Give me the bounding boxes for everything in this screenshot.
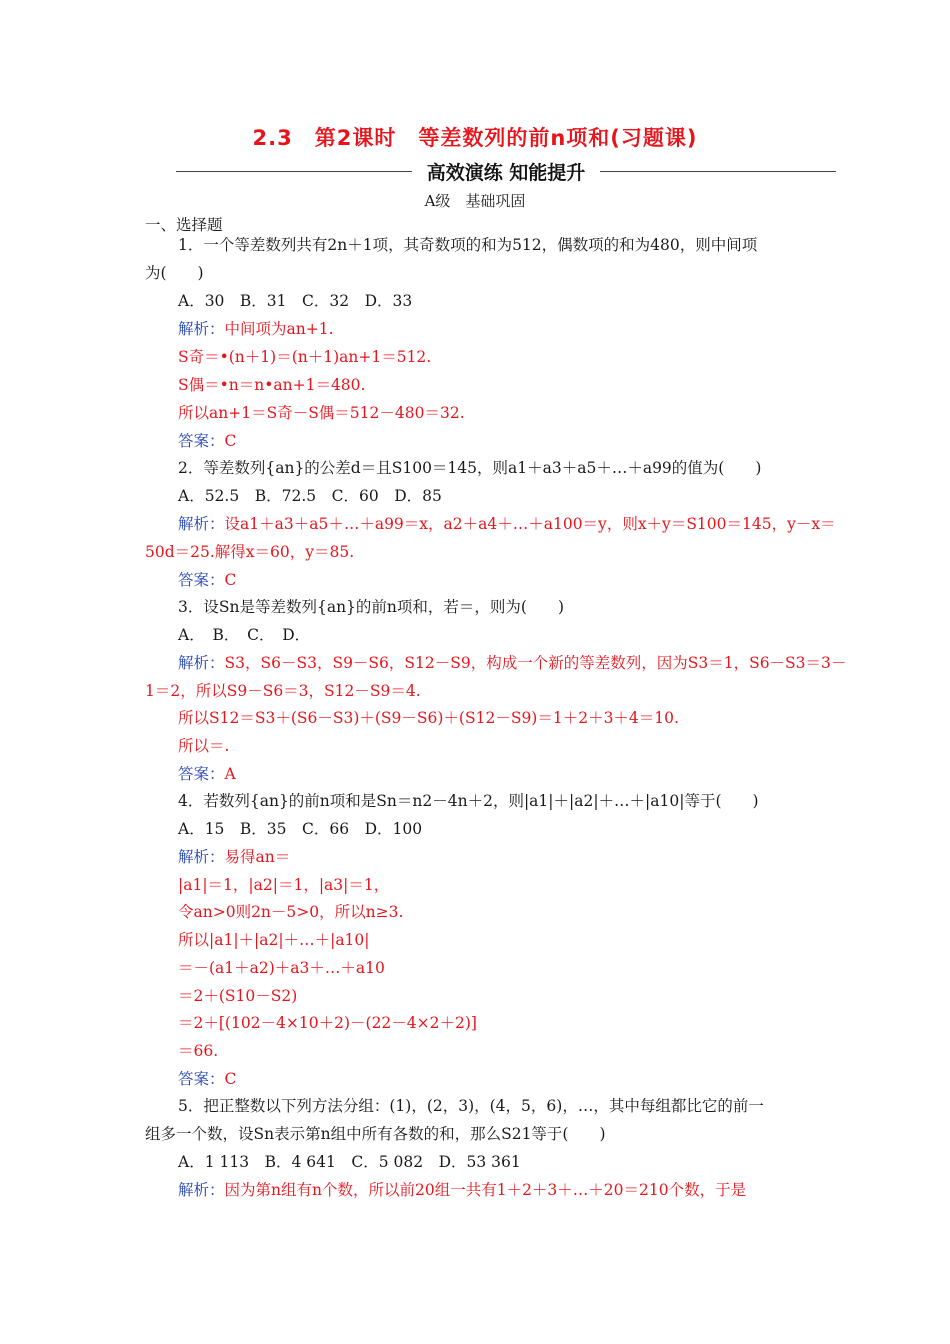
text-line — [178, 375, 365, 395]
line-text: C — [224, 1070, 237, 1088]
level-heading: A级 基础巩固 — [424, 192, 526, 210]
line-text: A．15 B．35 C．66 D．100 — [178, 820, 423, 838]
line-text: ＝2＋[(102－4×10＋2)－(22－4×2＋2)] — [178, 1014, 477, 1032]
line-text: A — [224, 765, 236, 783]
text-line — [178, 958, 385, 978]
line-text: 3．设Sn是等差数列{an}的前n项和，若＝，则为( ) — [178, 598, 564, 616]
text-line — [178, 514, 836, 534]
line-text: 所以＝. — [178, 737, 230, 755]
text-line — [178, 347, 431, 367]
answer-label: 答案： — [178, 1070, 225, 1088]
banner-rule-left — [176, 171, 412, 172]
line-text: S3，S6－S3，S9－S6，S12－S9，构成一个新的等差数列，因为S3＝1，S6－S3＝3－ — [224, 654, 847, 672]
line-text: S偶＝•n＝n•an+1＝480. — [178, 376, 366, 394]
text-line — [178, 625, 310, 645]
line-text: ＝－(a1＋a2)＋a3＋…＋a10 — [178, 959, 385, 977]
line-text: 4．若数列{an}的前n项和是Sn＝n2－4n＋2，则|a1|＋|a2|＋…＋|a10|等于( ) — [178, 792, 759, 810]
solution-label: 解析： — [178, 515, 225, 533]
text-line — [178, 597, 564, 617]
text-line — [178, 708, 679, 728]
line-text: 所以an+1＝S奇－S偶＝512－480＝32. — [178, 404, 465, 422]
text-line — [178, 431, 236, 451]
text-line — [178, 291, 412, 311]
page-title: 2.3 第2课时 等差数列的前n项和(习题课) — [252, 126, 698, 150]
line-text: 因为第n组有n个数，所以前20组一共有1＋2＋3＋…＋20＝210个数，于是 — [224, 1181, 747, 1199]
text-line — [178, 764, 236, 784]
line-text: ＝66. — [178, 1042, 219, 1060]
text-line — [178, 791, 759, 811]
line-text: 所以|a1|＋|a2|＋…＋|a10| — [178, 931, 370, 949]
text-line — [178, 1041, 218, 1061]
text-line — [145, 263, 204, 283]
text-line — [178, 875, 389, 895]
line-text: ＝2＋(S10－S2) — [178, 987, 298, 1005]
line-text: 易得an＝ — [224, 848, 291, 866]
text-line — [178, 570, 236, 590]
text-line — [178, 1069, 236, 1089]
line-text: 令an>0则2n－5>0，所以n≥3. — [178, 903, 404, 921]
text-line — [178, 1096, 764, 1116]
line-text: 5．把正整数以下列方法分组：(1)，(2，3)，(4，5，6)，…，其中每组都比它的前一 — [178, 1097, 764, 1115]
text-line — [178, 403, 465, 423]
line-text: 组多一个数，设Sn表示第n组中所有各数的和，那么S21等于( ) — [145, 1125, 606, 1143]
answer-label: 答案： — [178, 765, 225, 783]
section-banner — [176, 158, 836, 184]
line-text: 1＝2，所以S9－S6＝3，S12－S9＝4. — [145, 682, 421, 700]
text-line — [178, 1013, 477, 1033]
line-text: 为( ) — [145, 264, 204, 282]
text-line — [145, 542, 354, 562]
answer-label: 答案： — [178, 571, 225, 589]
text-line — [178, 819, 422, 839]
line-text: 2．等差数列{an}的公差d＝且S100＝145，则a1＋a3＋a5＋…＋a99的值为( ) — [178, 459, 762, 477]
line-text: S奇＝•(n＋1)＝(n＋1)an+1＝512. — [178, 348, 432, 366]
banner-rule-right — [600, 171, 836, 172]
text-line — [178, 319, 334, 339]
text-line — [178, 930, 370, 950]
line-text: |a1|＝1，|a2|＝1，|a3|＝1， — [178, 876, 390, 894]
text-line — [178, 902, 403, 922]
line-text: C — [224, 571, 237, 589]
text-line — [178, 653, 846, 673]
text-line — [178, 235, 757, 255]
solution-label: 解析： — [178, 1181, 225, 1199]
answer-label: 答案： — [178, 432, 225, 450]
solution-label: 解析： — [178, 320, 225, 338]
line-text: A．52.5 B．72.5 C．60 D．85 — [178, 487, 442, 505]
line-text: C — [224, 432, 237, 450]
line-text: 中间项为an+1. — [224, 320, 334, 338]
line-text: A．30 B．31 C．32 D．33 — [178, 292, 413, 310]
solution-label: 解析： — [178, 848, 225, 866]
text-line — [178, 486, 442, 506]
line-text: A．1 113 B．4 641 C．5 082 D．53 361 — [178, 1153, 521, 1171]
section-heading: 一、选择题 — [145, 216, 223, 234]
line-text: 50d＝25.解得x＝60，y＝85. — [145, 543, 355, 561]
line-text: 设a1＋a3＋a5＋…＋a99＝x，a2＋a4＋…＋a100＝y，则x＋y＝S100＝145，y－x＝ — [224, 515, 836, 533]
line-text: 所以S12＝S3＋(S6－S3)＋(S9－S6)＋(S12－S9)＝1＋2＋3＋4＝10. — [178, 709, 679, 727]
text-line — [145, 1124, 606, 1144]
text-line — [178, 458, 761, 478]
text-line — [178, 736, 229, 756]
text-line — [178, 847, 290, 867]
text-line — [178, 1152, 521, 1172]
text-line — [178, 986, 297, 1006]
text-line — [178, 1180, 746, 1200]
line-text: A． B． C． D． — [178, 626, 311, 644]
solution-label: 解析： — [178, 654, 225, 672]
banner-text: 高效演练 知能提升 — [426, 162, 586, 184]
text-line — [145, 681, 421, 701]
line-text: 1．一个等差数列共有2n＋1项，其奇数项的和为512，偶数项的和为480，则中间项 — [178, 236, 758, 254]
